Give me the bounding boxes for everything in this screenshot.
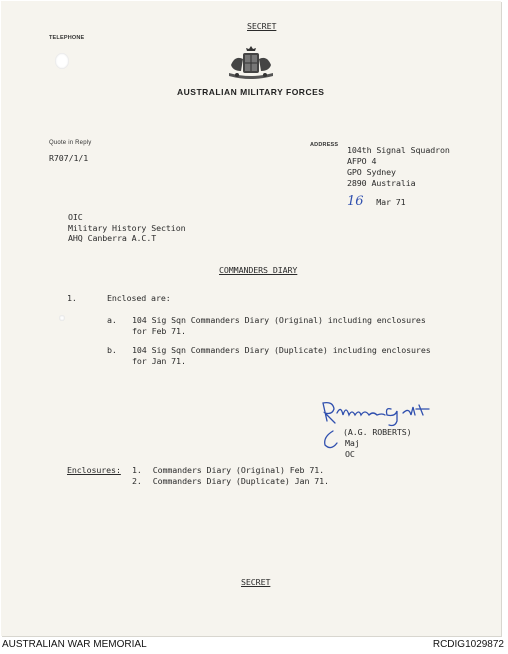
recipient-address	[68, 212, 185, 244]
punch-hole	[55, 53, 69, 69]
item-text: for Feb 71.	[132, 325, 186, 336]
telephone-label: TELEPHONE	[49, 35, 85, 41]
recipient-line: AHQ Canberra A.C.T	[68, 233, 157, 243]
recipient-line: Military History Section	[68, 222, 186, 233]
archive-reference-id: RCDIG1029872	[432, 639, 504, 650]
item-letter: b.	[107, 345, 117, 355]
signatory-role: OC	[345, 449, 355, 459]
address-line: 2890 Australia	[347, 178, 416, 188]
enclosure-text: Commanders Diary (Duplicate) Jan 71.	[152, 476, 329, 486]
list-item	[132, 345, 431, 366]
address-line: 104th Signal Squadron	[347, 145, 450, 155]
address-line: AFPO 4	[347, 156, 377, 166]
reference-number: R707/1/1	[49, 153, 89, 163]
security-classification-bottom: SECRET	[241, 577, 271, 587]
archive-credit: AUSTRALIAN WAR MEMORIAL	[2, 639, 147, 650]
enclosures-label: Enclosures:	[67, 465, 121, 475]
item-text: 104 Sig Sqn Commanders Diary (Original) including enclosures	[132, 315, 426, 325]
enclosure-number: 2.	[132, 476, 142, 486]
sender-address	[347, 145, 450, 189]
subject-heading: COMMANDERS DIARY	[219, 265, 298, 275]
item-letter: a.	[107, 315, 117, 325]
coat-of-arms-emblem	[225, 45, 277, 81]
enclosure-number: 1.	[132, 465, 142, 475]
item-text: 104 Sig Sqn Commanders Diary (Duplicate) including enclosures	[132, 345, 431, 355]
document-page	[1, 1, 501, 636]
address-line: GPO Sydney	[347, 167, 396, 177]
signatory-rank: Maj	[345, 438, 360, 448]
quote-in-reply-label: Quote in Reply	[49, 140, 92, 146]
date-month-year: Mar 71	[376, 197, 406, 207]
enclosures-list	[132, 465, 329, 487]
item-text: for Jan 71.	[132, 355, 186, 366]
signatory-name: (A.G. ROBERTS)	[343, 427, 412, 437]
list-item	[132, 315, 426, 336]
enclosure-text: Commanders Diary (Original) Feb 71.	[152, 465, 325, 475]
security-classification-top: SECRET	[247, 21, 277, 31]
letter-date	[347, 190, 406, 209]
paragraph-number: 1.	[67, 293, 77, 303]
organisation-title: AUSTRALIAN MILITARY FORCES	[177, 87, 325, 97]
handwritten-day: 16	[347, 194, 364, 209]
punch-hole	[59, 315, 65, 321]
address-label: ADDRESS	[310, 142, 339, 148]
paragraph-intro: Enclosed are:	[107, 293, 171, 303]
recipient-line: OIC	[68, 212, 83, 222]
